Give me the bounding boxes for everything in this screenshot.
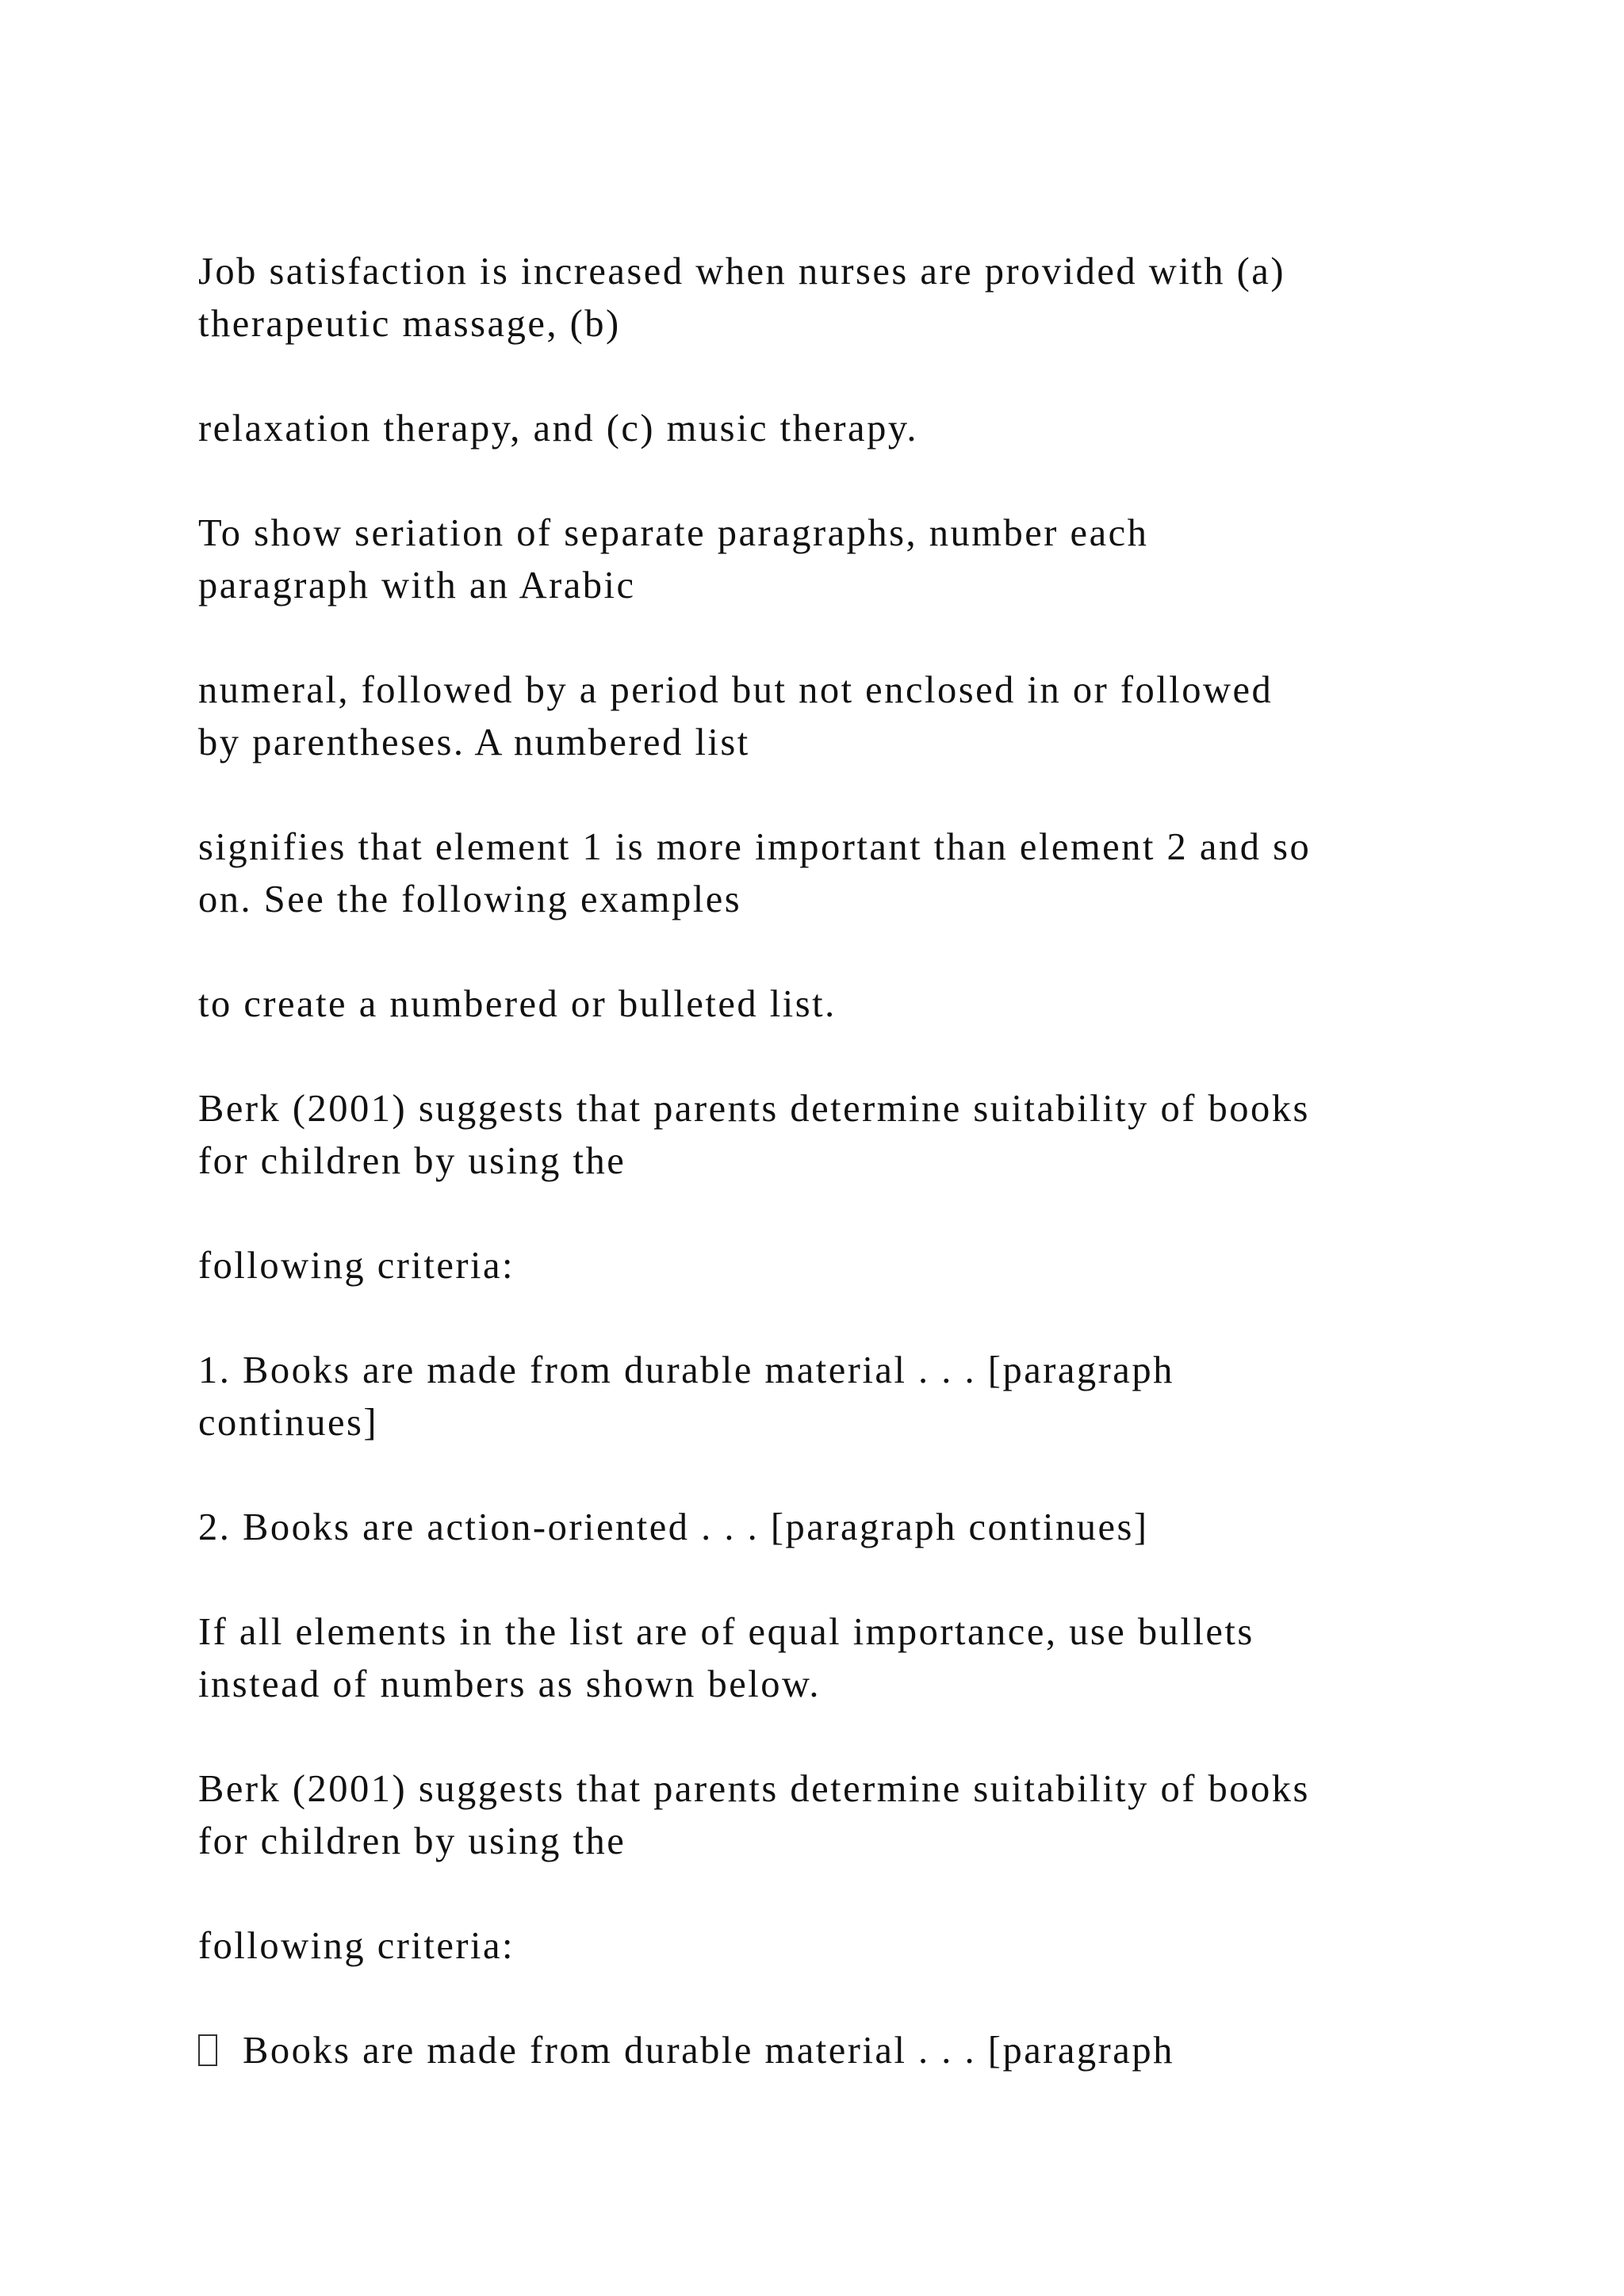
numbered-list-item: 2. Books are action-oriented . . . [paragraph continues] <box>198 1506 1149 1548</box>
paragraph-berk-intro: Berk (2001) suggests that parents determine suitability of books for children by using the <box>198 1088 1310 1182</box>
paragraph-seriation: To show seriation of separate paragraphs, number each paragraph with an Arabic <box>198 512 1149 607</box>
missing-glyph-bullet-icon <box>198 2034 217 2066</box>
bulleted-list-item-text: Books are made from durable material . . . [paragraph <box>243 2030 1174 2072</box>
paragraph-job-satisfaction: Job satisfaction is increased when nurses are provided with (a) therapeutic massage, (b) <box>198 251 1285 345</box>
paragraph-relaxation-therapy: relaxation therapy, and (c) music therapy. <box>198 408 919 450</box>
paragraph-numbered-list-meaning: signifies that element 1 is more important than element 2 and so on. See the following examples <box>198 826 1312 920</box>
paragraph-criteria-label-repeat: following criteria: <box>198 1925 515 1967</box>
paragraph-numeral-rule: numeral, followed by a period but not enclosed in or followed by parentheses. A numbered list <box>198 669 1274 763</box>
document-body <box>198 246 1507 2130</box>
bulleted-list-item <box>198 2025 1507 2077</box>
paragraph-create-list: to create a numbered or bulleted list. <box>198 983 837 1025</box>
numbered-list-item: 1. Books are made from durable material . . . [paragraph continues] <box>198 1349 1174 1444</box>
paragraph-bullets-rule: If all elements in the list are of equal importance, use bullets instead of numbers as shown below. <box>198 1611 1254 1705</box>
paragraph-criteria-label: following criteria: <box>198 1245 515 1287</box>
paragraph-berk-intro-repeat: Berk (2001) suggests that parents determine suitability of books for children by using the <box>198 1768 1310 1862</box>
